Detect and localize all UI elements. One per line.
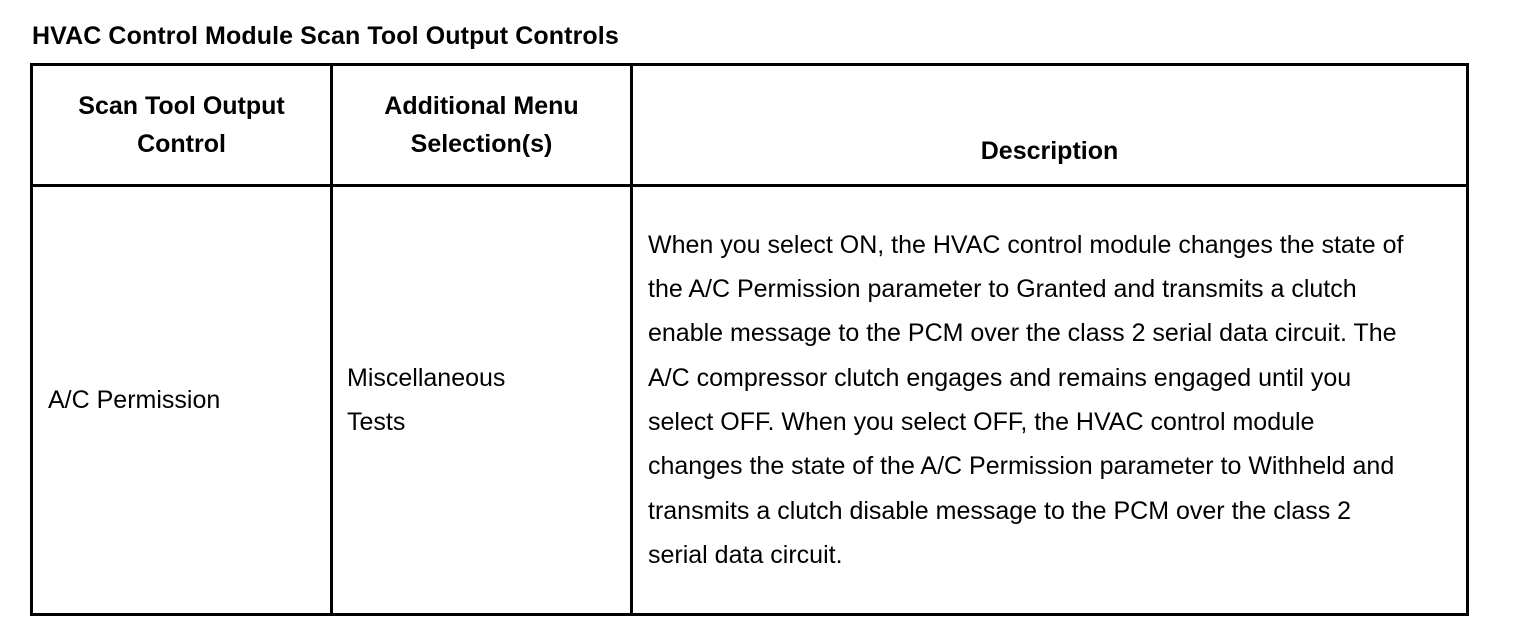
header-line: Selection(s) [410, 130, 553, 158]
document-title: HVAC Control Module Scan Tool Output Controls [32, 22, 619, 50]
header-scan-tool-output-control [32, 65, 332, 186]
header-line: Scan Tool Output [78, 92, 285, 120]
menu-selection-line: Tests [347, 408, 406, 436]
header-additional-menu-selections [332, 65, 632, 186]
output-controls-table [30, 63, 1469, 616]
header-line: Additional Menu [384, 92, 579, 120]
table-body [32, 186, 1468, 615]
header-line: Description [980, 137, 1119, 165]
cell-description [632, 186, 1468, 615]
menu-selection-line: Miscellaneous [347, 363, 506, 392]
cell-menu-selection [332, 186, 632, 615]
output-control-name: A/C Permission [48, 385, 221, 414]
table-row [32, 186, 1468, 615]
header-row [32, 65, 1468, 186]
header-line: Control [137, 130, 226, 158]
table-header [32, 65, 1468, 186]
header-description [632, 65, 1468, 186]
description-text: When you select ON, the HVAC control module changes the state of the A/C Permission parameter to Granted and transmits a clutch enable message to the PCM over the class 2 serial data circuit. The A/C compressor clutch engages and remains engaged until you select OFF. When you select OFF, the HVAC control module changes the state of the A/C Permission parameter to Withheld and transmits a clutch disable message to the PCM over the class 2 serial data circuit. [648, 230, 1404, 569]
cell-output-control [32, 186, 332, 615]
